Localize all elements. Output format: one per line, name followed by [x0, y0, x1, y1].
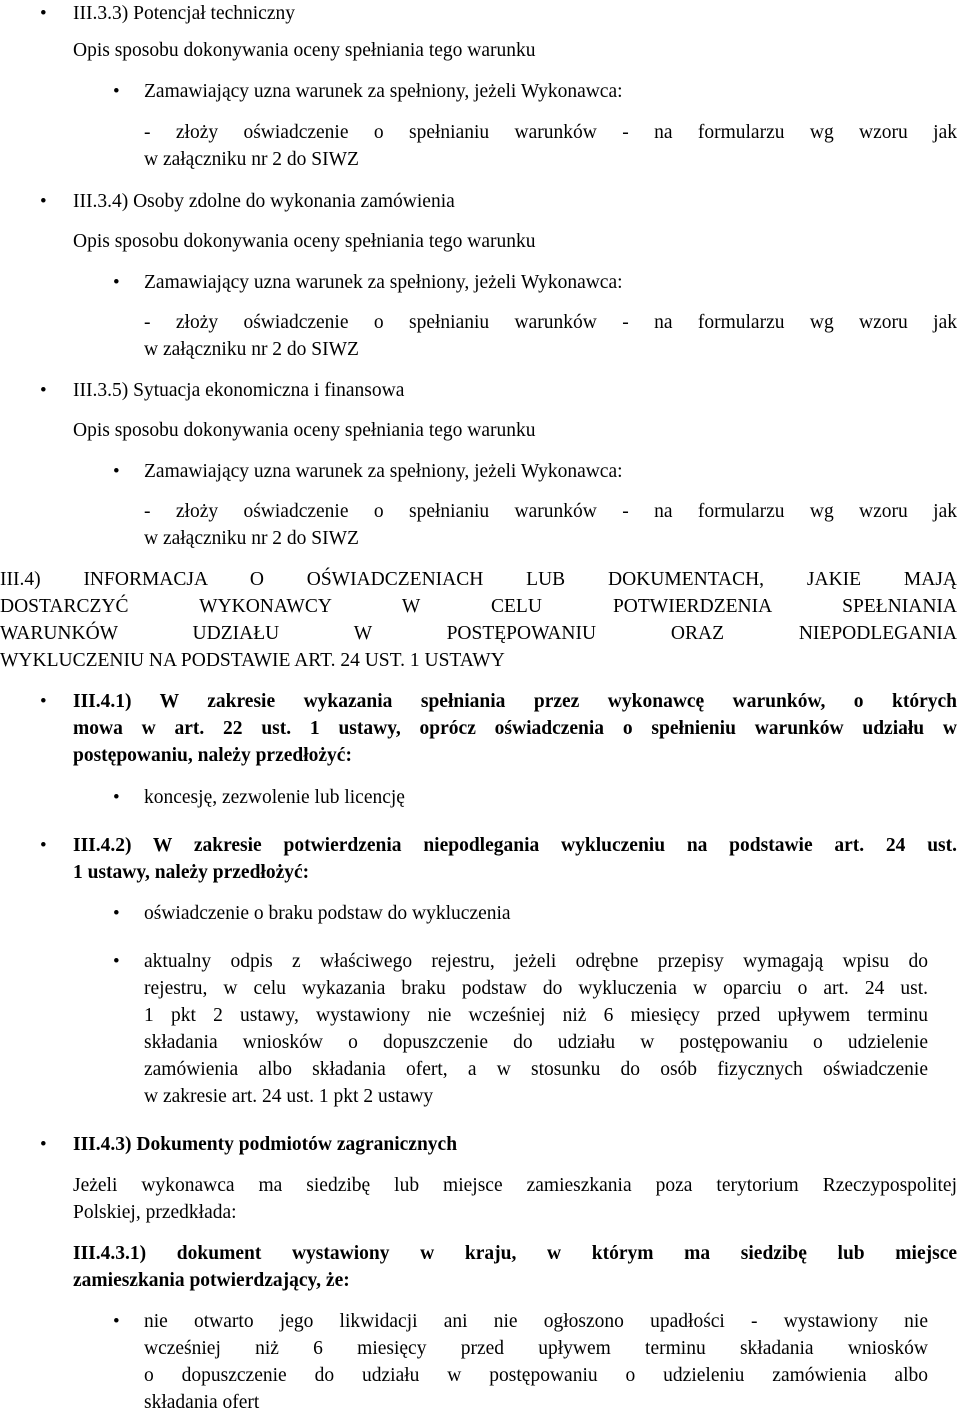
bullet-icon: • — [40, 3, 47, 24]
bullet-icon: • — [113, 81, 120, 102]
title-line: III.4) INFORMACJA O OŚWIADCZENIACH LUB DOKUMENTACH, JAKIE MAJĄ — [0, 569, 957, 590]
list-item-line: o dopuszczenie do udziału w postępowaniu o udzieleniu zamówienia albo — [144, 1365, 928, 1386]
intro-text-cont: Polskiej, przedkłada: — [73, 1202, 237, 1223]
list-item-line: aktualny odpis z właściwego rejestru, jeżeli odrębne przepisy wymagają wpisu do — [144, 951, 928, 972]
bullet-icon: • — [113, 461, 120, 482]
list-item-line: składania ofert — [144, 1392, 260, 1413]
bullet-icon: • — [40, 691, 47, 712]
section-heading: III.3.5) Sytuacja ekonomiczna i finansowa — [73, 380, 405, 401]
condition-intro: Zamawiający uzna warunek za spełniony, jeżeli Wykonawca: — [144, 461, 623, 482]
subsection-heading: III.4.3.1) dokument wystawiony w kraju, w którym ma siedzibę lub miejsce — [73, 1243, 957, 1264]
section-heading-cont: 1 ustawy, należy przedłożyć: — [73, 862, 310, 883]
bullet-icon: • — [113, 1311, 120, 1332]
section-heading: III.4.3) Dokumenty podmiotów zagranicznych — [73, 1134, 458, 1155]
list-item-line: zamówienia albo składania ofert, a w stosunku do osób fizycznych oświadczenie — [144, 1059, 928, 1080]
bullet-icon: • — [113, 903, 120, 924]
subsection-heading-cont: zamieszkania potwierdzający, że: — [73, 1270, 350, 1291]
bullet-icon: • — [40, 380, 47, 401]
section-heading-cont: mowa w art. 22 ust. 1 ustawy, oprócz oświadczenia o spełnieniu warunków udziału w — [73, 718, 957, 739]
bullet-icon: • — [40, 1134, 47, 1155]
section-heading-cont: postępowaniu, należy przedłożyć: — [73, 745, 352, 766]
list-item-line: w zakresie art. 24 ust. 1 pkt 2 ustawy — [144, 1086, 434, 1107]
bullet-icon: • — [40, 835, 47, 856]
section-heading: III.3.3) Potencjał techniczny — [73, 3, 295, 24]
bullet-icon: • — [113, 951, 120, 972]
condition-intro: Zamawiający uzna warunek za spełniony, jeżeli Wykonawca: — [144, 272, 623, 293]
section-heading: III.3.4) Osoby zdolne do wykonania zamówienia — [73, 191, 455, 212]
list-item-line: 1 pkt 2 ustawy, wystawiony nie wcześniej niż 6 miesięcy przed upływem terminu — [144, 1005, 928, 1026]
title-line: WARUNKÓW UDZIAŁU W POSTĘPOWANIU ORAZ NIEPODLEGANIA — [0, 623, 957, 644]
list-item-line: rejestru, w celu wykazania braku podstaw do wykluczenia w oparciu o art. 24 ust. — [144, 978, 928, 999]
list-item-line: nie otwarto jego likwidacji ani nie ogłoszono upadłości - wystawiony nie — [144, 1311, 928, 1332]
section-heading: III.4.2) W zakresie potwierdzenia niepodlegania wykluczeniu na podstawie art. 24 ust. — [73, 835, 957, 856]
intro-text: Jeżeli wykonawca ma siedzibę lub miejsce zamieszkania poza terytorium Rzeczypospolitej — [73, 1175, 957, 1196]
section-heading: III.4.1) W zakresie wykazania spełniania przez wykonawcę warunków, o których — [73, 691, 957, 712]
list-item: koncesję, zezwolenie lub licencję — [144, 787, 405, 808]
bullet-icon: • — [40, 191, 47, 212]
section-subheading: Opis sposobu dokonywania oceny spełniania tego warunku — [73, 40, 536, 61]
condition-intro: Zamawiający uzna warunek za spełniony, jeżeli Wykonawca: — [144, 81, 623, 102]
list-item-line: wcześniej niż 6 miesięcy przed upływem terminu składania wniosków — [144, 1338, 928, 1359]
condition-text: - złoży oświadczenie o spełnianiu warunków - na formularzu wg wzoru jak — [144, 501, 957, 522]
condition-text: - złoży oświadczenie o spełnianiu warunków - na formularzu wg wzoru jak — [144, 312, 957, 333]
condition-text-cont: w załączniku nr 2 do SIWZ — [144, 528, 359, 549]
bullet-icon: • — [113, 272, 120, 293]
condition-text-cont: w załączniku nr 2 do SIWZ — [144, 339, 359, 360]
list-item-line: składania wniosków o dopuszczenie do udziału w postępowaniu o udzielenie — [144, 1032, 928, 1053]
list-item: oświadczenie o braku podstaw do wykluczenia — [144, 903, 511, 924]
bullet-icon: • — [113, 787, 120, 808]
condition-text: - złoży oświadczenie o spełnianiu warunków - na formularzu wg wzoru jak — [144, 122, 957, 143]
title-line: DOSTARCZYĆ WYKONAWCY W CELU POTWIERDZENIA SPEŁNIANIA — [0, 596, 957, 617]
condition-text-cont: w załączniku nr 2 do SIWZ — [144, 149, 359, 170]
section-subheading: Opis sposobu dokonywania oceny spełniania tego warunku — [73, 231, 536, 252]
title-line: WYKLUCZENIU NA PODSTAWIE ART. 24 UST. 1 USTAWY — [0, 650, 505, 671]
section-subheading: Opis sposobu dokonywania oceny spełniania tego warunku — [73, 420, 536, 441]
